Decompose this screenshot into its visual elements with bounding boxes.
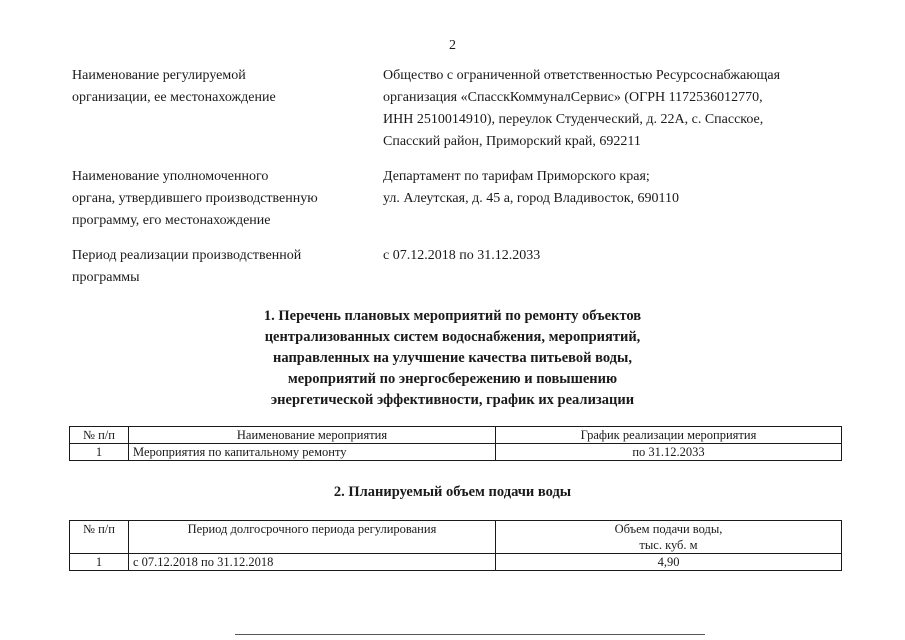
label-line: программы (72, 270, 140, 285)
title-line: мероприятий по энергосбережению и повышению (287, 371, 618, 387)
info-value-organization (383, 65, 833, 153)
section-1-title (0, 306, 905, 411)
title-line: направленных на улучшение качества питьевой воды, (273, 350, 632, 366)
title-line: централизованных систем водоснабжения, мероприятий, (264, 329, 641, 345)
page-number: 2 (449, 38, 456, 53)
header-cell-activity: Наименование мероприятия (129, 427, 496, 444)
label-line: программу, его местонахождение (72, 213, 271, 228)
value-line: ул. Алеутская, д. 45 а, город Владивосток, 690110 (383, 191, 679, 206)
value-line: Спасский район, Приморский край, 692211 (383, 134, 641, 149)
value-line: ИНН 2510014910), переулок Студенческий, д. 22А, с. Спасское, (383, 112, 764, 127)
cell-number: 1 (70, 554, 129, 571)
cell-period: с 07.12.2018 по 31.12.2018 (129, 554, 496, 571)
table-header-row (70, 427, 842, 444)
info-label-period (72, 245, 362, 289)
header-cell-period: Период долгосрочного периода регулирования (129, 521, 496, 554)
header-cell-schedule: График реализации мероприятия (496, 427, 842, 444)
title-line: энергетической эффективности, график их реализации (270, 392, 635, 408)
page-edge-line (235, 634, 705, 635)
water-supply-table (69, 520, 842, 571)
header-cell-volume (496, 521, 842, 554)
info-value-period (383, 245, 833, 267)
value-line: Департамент по тарифам Приморского края; (383, 169, 650, 184)
header-volume-unit: тыс. куб. м (639, 538, 698, 552)
label-line: Период реализации производственной (72, 248, 302, 263)
section-2-title: 2. Планируемый объем подачи воды (333, 484, 572, 500)
activities-table (69, 426, 842, 461)
cell-activity: Мероприятия по капитальному ремонту (129, 444, 496, 461)
table-header-row (70, 521, 842, 554)
header-cell-number: № п/п (70, 521, 129, 554)
info-value-authority (383, 166, 833, 210)
label-line: Наименование уполномоченного (72, 169, 269, 184)
cell-schedule: по 31.12.2033 (496, 444, 842, 461)
table-row (70, 444, 842, 461)
header-volume-line: Объем подачи воды, (614, 522, 723, 536)
value-line: с 07.12.2018 по 31.12.2033 (383, 248, 541, 263)
info-label-authority (72, 166, 362, 232)
label-line: организации, ее местонахождение (72, 90, 276, 105)
label-line: Наименование регулируемой (72, 68, 246, 83)
cell-number: 1 (70, 444, 129, 461)
cell-volume: 4,90 (496, 554, 842, 571)
header-cell-number: № п/п (70, 427, 129, 444)
table-row (70, 554, 842, 571)
value-line: Общество с ограниченной ответственностью Ресурсоснабжающая (383, 68, 781, 83)
value-line: организация «СпасскКоммуналСервис» (ОГРН 1172536012770, (383, 90, 763, 105)
label-line: органа, утвердившего производственную (72, 191, 318, 206)
info-label-organization (72, 65, 362, 109)
title-line: 1. Перечень плановых мероприятий по ремонту объектов (263, 308, 642, 324)
